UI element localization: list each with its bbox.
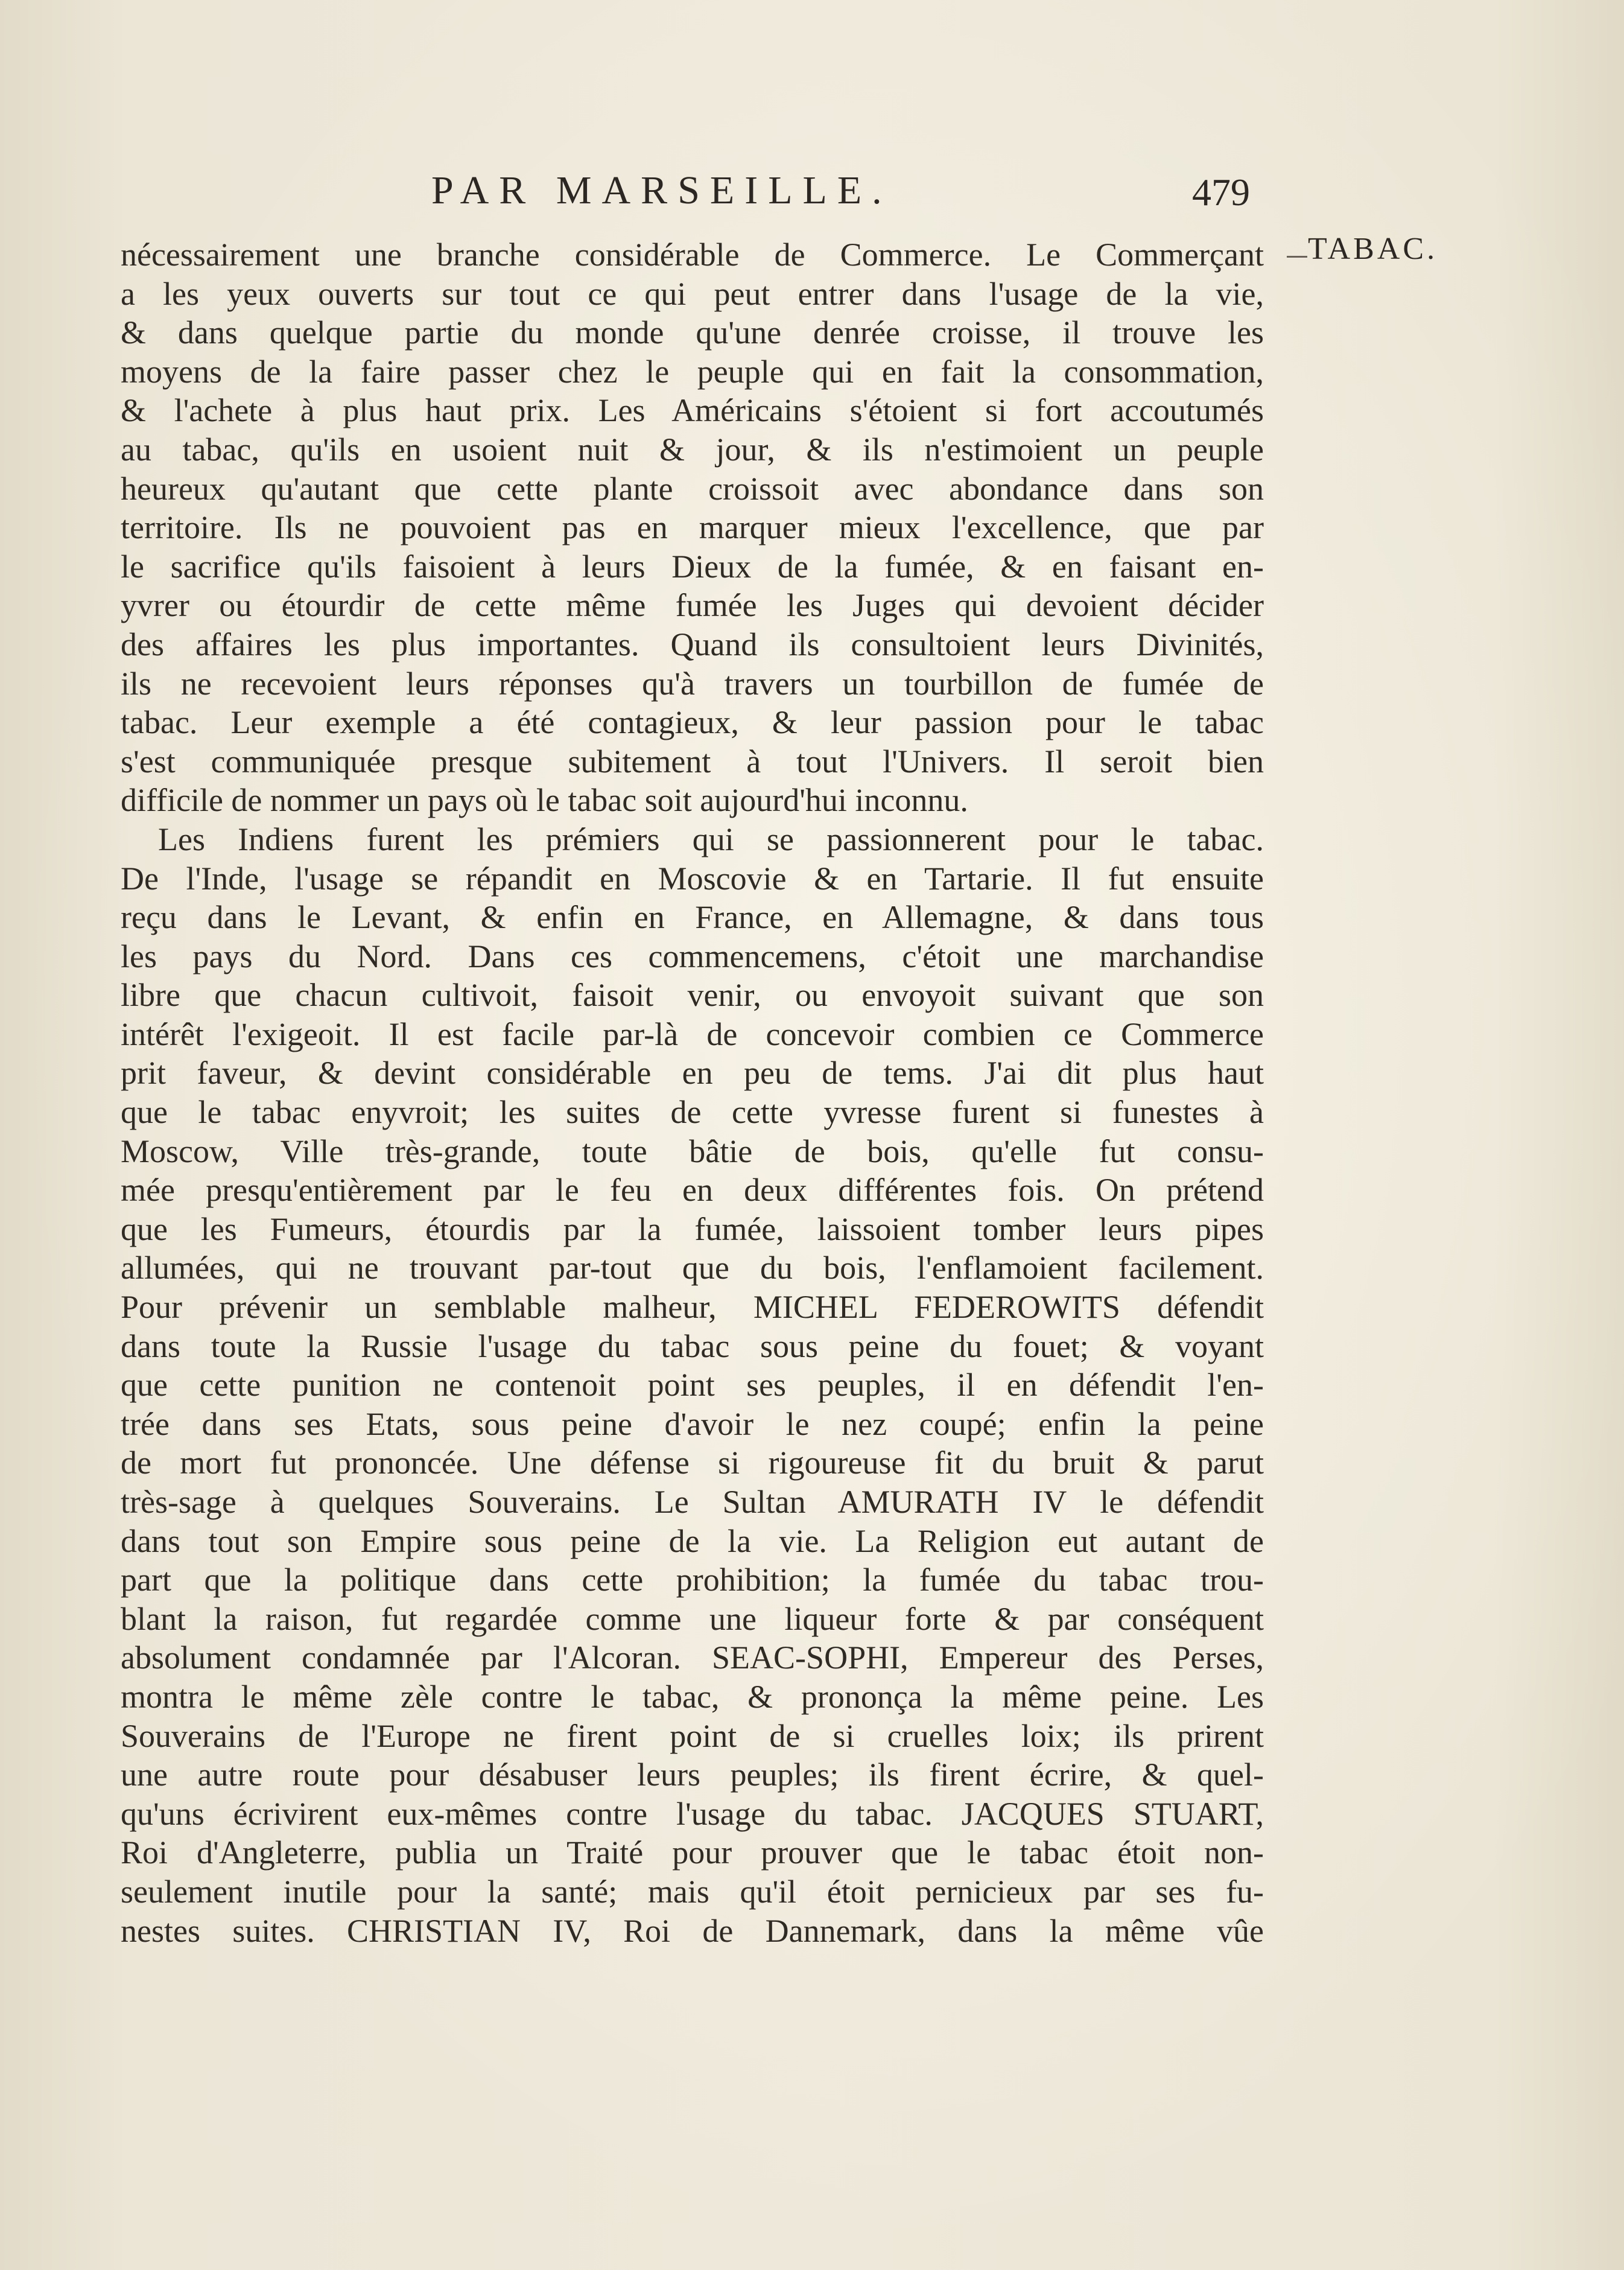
text-line: que le tabac enyvroit; les suites de cette yvresse furent si funestes à [121, 1094, 1264, 1131]
paragraph-first-line: Les Indiens furent les prémiers qui se passionnerent pour le tabac. [158, 821, 1264, 857]
text-line: que cette punition ne contenoit point ses peuples, il en défendit l'en- [121, 1367, 1264, 1404]
text-line: allumées, qui ne trouvant par-tout que du bois, l'enflamoient facilement. [121, 1250, 1264, 1286]
body-text [121, 235, 1264, 1950]
text-line: les pays du Nord. Dans ces commencemens, c'étoit une marchandise [121, 938, 1264, 974]
paragraph-last-line: difficile de nommer un pays où le tabac soit aujourd'hui inconnu. [121, 782, 968, 819]
text-line: seulement inutile pour la santé; mais qu'il étoit pernicieux par ses fu- [121, 1873, 1264, 1910]
text-line: a les yeux ouverts sur tout ce qui peut entrer dans l'usage de la vie, [121, 275, 1264, 312]
text-line: & dans quelque partie du monde qu'une denrée croisse, il trouve les [121, 314, 1264, 351]
text-line: nestes suites. CHRISTIAN IV, Roi de Dannemark, dans la même vûe [121, 1912, 1264, 1949]
text-line: prit faveur, & devint considérable en peu de tems. J'ai dit plus haut [121, 1055, 1264, 1092]
text-line: très-sage à quelques Souverains. Le Sultan AMURATH IV le défendit [121, 1484, 1264, 1520]
running-head: PAR MARSEILLE. [431, 168, 892, 212]
text-line: nécessairement une branche considérable de Commerce. Le Commerçant [121, 237, 1264, 273]
text-line: dans toute la Russie l'usage du tabac sous peine du fouet; & voyant [121, 1327, 1264, 1364]
text-line: reçu dans le Levant, & enfin en France, en Allemagne, & dans tous [121, 899, 1264, 936]
text-line: heureux qu'autant que cette plante croissoit avec abondance dans son [121, 470, 1264, 507]
text-line: intérêt l'exigeoit. Il est facile par-là de concevoir combien ce Commerce [121, 1016, 1264, 1052]
text-line: De l'Inde, l'usage se répandit en Moscovie & en Tartarie. Il fut ensuite [121, 860, 1264, 897]
text-line: yvrer ou étourdir de cette même fumée les Juges qui devoient décider [121, 587, 1264, 624]
text-line: trée dans ses Etats, sous peine d'avoir le nez coupé; enfin la peine [121, 1405, 1264, 1442]
text-line: tabac. Leur exemple a été contagieux, & leur passion pour le tabac [121, 704, 1264, 741]
margin-note: TABAC. [1308, 232, 1438, 266]
text-line: ils ne recevoient leurs réponses qu'à travers un tourbillon de fumée de [121, 665, 1264, 702]
text-line: montra le même zèle contre le tabac, & prononça la même peine. Les [121, 1678, 1264, 1715]
page-number: 479 [1192, 171, 1250, 214]
text-line: une autre route pour désabuser leurs peuples; ils firent écrire, & quel- [121, 1757, 1264, 1793]
text-line: le sacrifice qu'ils faisoient à leurs Dieux de la fumée, & en faisant en- [121, 548, 1264, 585]
margin-note-dash [1287, 256, 1307, 258]
text-line: qu'uns écrivirent eux-mêmes contre l'usage du tabac. JACQUES STUART, [121, 1795, 1264, 1832]
text-line: part que la politique dans cette prohibition; la fumée du tabac trou- [121, 1562, 1264, 1598]
text-line: Roi d'Angleterre, publia un Traité pour prouver que le tabac étoit non- [121, 1834, 1264, 1871]
text-line: Moscow, Ville très-grande, toute bâtie de bois, qu'elle fut consu- [121, 1133, 1264, 1169]
text-line: libre que chacun cultivoit, faisoit venir, ou envoyoit suivant que son [121, 977, 1264, 1014]
text-line: territoire. Ils ne pouvoient pas en marquer mieux l'excellence, que par [121, 509, 1264, 546]
text-line: mée presqu'entièrement par le feu en deux différentes fois. On prétend [121, 1172, 1264, 1209]
text-line: moyens de la faire passer chez le peuple qui en fait la consommation, [121, 353, 1264, 390]
text-line: Pour prévenir un semblable malheur, MICHEL FEDEROWITS défendit [121, 1289, 1264, 1326]
text-line: au tabac, qu'ils en usoient nuit & jour, & ils n'estimoient un peuple [121, 431, 1264, 468]
text-line: absolument condamnée par l'Alcoran. SEAC-SOPHI, Empereur des Perses, [121, 1639, 1264, 1676]
text-line: dans tout son Empire sous peine de la vie. La Religion eut autant de [121, 1522, 1264, 1559]
text-line: Souverains de l'Europe ne firent point de si cruelles loix; ils prirent [121, 1717, 1264, 1754]
text-line: blant la raison, fut regardée comme une liqueur forte & par conséquent [121, 1600, 1264, 1637]
text-line: & l'achete à plus haut prix. Les Américains s'étoient si fort accoutumés [121, 392, 1264, 429]
text-line: des affaires les plus importantes. Quand ils consultoient leurs Divinités, [121, 626, 1264, 663]
text-line: que les Fumeurs, étourdis par la fumée, laissoient tomber leurs pipes [121, 1210, 1264, 1247]
text-line: s'est communiquée presque subitement à tout l'Univers. Il seroit bien [121, 743, 1264, 780]
text-line: de mort fut prononcée. Une défense si rigoureuse fit du bruit & parut [121, 1445, 1264, 1481]
